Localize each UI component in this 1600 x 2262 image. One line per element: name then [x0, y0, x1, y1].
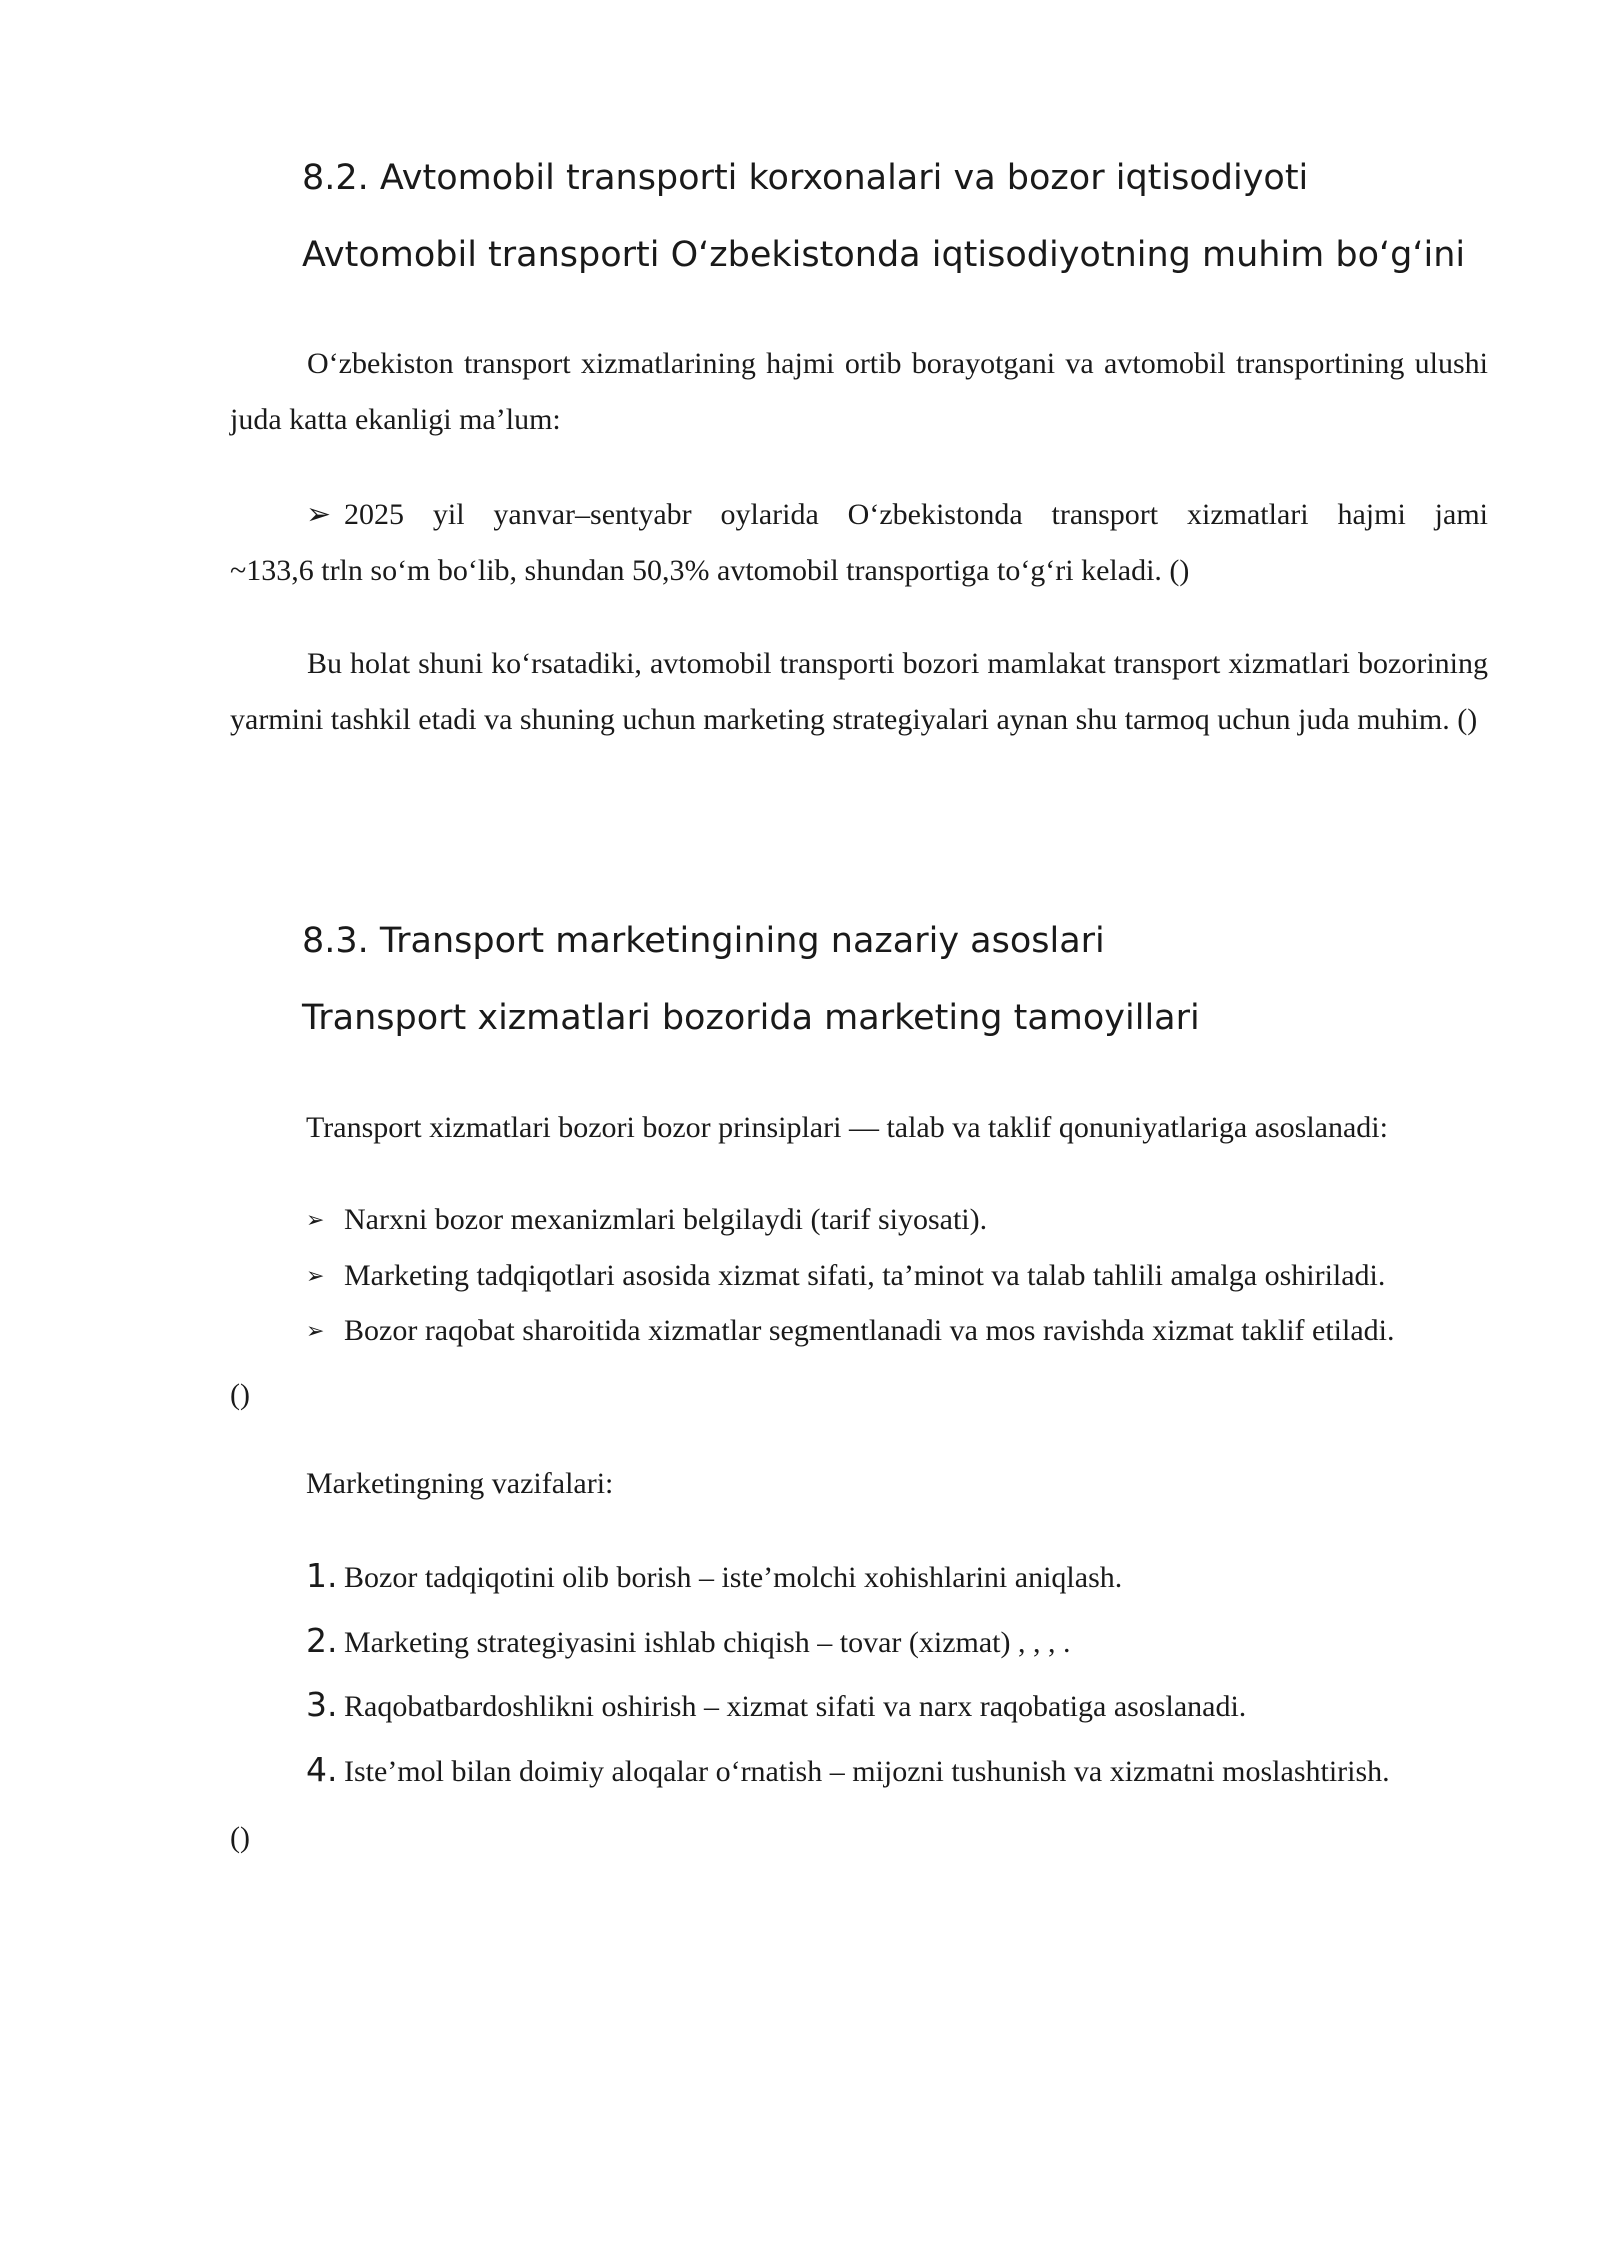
section-8-2-bullet-continuation: ~133,6 trln so‘m bo‘lib, shundan 50,3% avtomobil transportiga to‘g‘ri keladi. ()	[230, 554, 1190, 587]
list-item: ➢ Marketing tadqiqotlari asosida xizmat sifati, ta’minot va talab tahlili amalga oshiriladi.	[306, 1248, 1488, 1305]
arrowhead-bullet-icon: ➢	[306, 1264, 325, 1289]
arrowhead-bullet-icon: ➢	[306, 1208, 325, 1233]
section-8-3-intro: Transport xizmatlari bozori bozor prinsiplari — talab va taklif qonuniyatlariga asoslanadi:	[306, 1111, 1388, 1144]
bullets-reference: ()	[230, 1378, 250, 1411]
section-8-2-intro: O‘zbekiston transport xizmatlarining hajmi ortib borayotgani va avtomobil transportining ulushi juda katta ekanligi ma’lum:	[230, 347, 1488, 436]
task-number: 3.	[306, 1685, 338, 1724]
section-8-2-title: 8.2. Avtomobil transporti korxonalari va bozor iqtisodiyoti	[302, 158, 1309, 198]
bullet-text-line1: 2025 yil yanvar–sentyabr oylarida O‘zbekistonda transport xizmatlari hajmi jami	[344, 498, 1488, 531]
task-item: 2. Marketing strategiyasini ishlab chiqish – tovar (xizmat) , , , .	[306, 1613, 1488, 1671]
section-8-2-conclusion: Bu holat shuni ko‘rsatadiki, avtomobil transporti bozori mamlakat transport xizmatlari bozorining yarmini tashkil etadi va shuning uchun marketing strategiyalari aynan shu tarmoq uchun juda muhim. ()	[230, 647, 1488, 736]
task-number: 2.	[306, 1621, 338, 1660]
task-item: 3. Raqobatbardoshlikni oshirish – xizmat sifati va narx raqobatiga asoslanadi.	[306, 1677, 1488, 1735]
section-8-2-bullet	[306, 487, 1488, 543]
arrowhead-bullet-icon: ➢	[306, 497, 332, 532]
task-number: 1.	[306, 1556, 338, 1595]
tasks-label: Marketingning vazifalari:	[306, 1467, 614, 1500]
tasks-reference: ()	[230, 1821, 250, 1854]
task-item: 1. Bozor tadqiqotini olib borish – iste’molchi xohishlarini aniqlash.	[306, 1548, 1488, 1606]
list-item: ➢ Narxni bozor mexanizmlari belgilaydi (tarif siyosati).	[306, 1192, 1488, 1249]
section-8-3-subtitle: Transport xizmatlari bozorida marketing tamoyillari	[302, 998, 1200, 1038]
task-number: 4.	[306, 1750, 338, 1789]
section-8-2-subtitle: Avtomobil transporti O‘zbekistonda iqtisodiyotning muhim bo‘g‘ini	[302, 235, 1466, 275]
section-8-3-title: 8.3. Transport marketingining nazariy asoslari	[302, 921, 1105, 961]
list-item: ➢ Bozor raqobat sharoitida xizmatlar segmentlanadi va mos ravishda xizmat taklif etiladi.	[306, 1303, 1488, 1360]
task-item: 4. Iste’mol bilan doimiy aloqalar o‘rnatish – mijozni tushunish va xizmatni moslashtirish.	[306, 1742, 1488, 1800]
arrowhead-bullet-icon: ➢	[306, 1319, 325, 1344]
